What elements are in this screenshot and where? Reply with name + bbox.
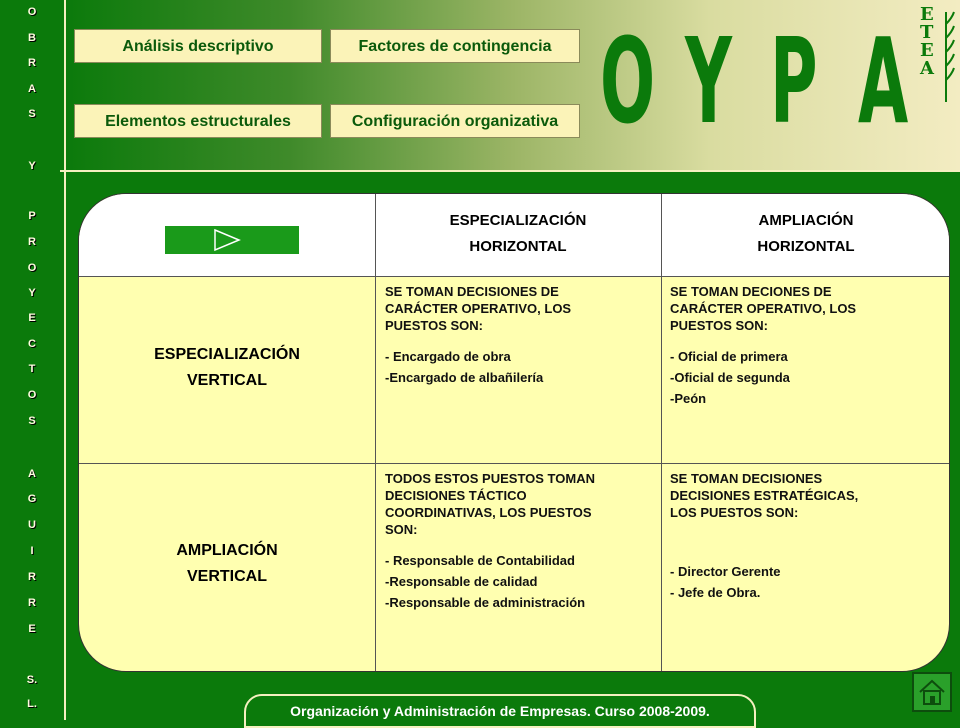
column-header-ampliacion-horizontal [661, 208, 950, 260]
header-banner [66, 0, 960, 170]
vertical-letter: R [28, 236, 36, 248]
position-item: -Peón [670, 391, 707, 406]
cell-text: COORDINATIVAS, LOS PUESTOS [385, 505, 592, 520]
row-header-ampliacion-vertical [79, 538, 375, 590]
row-header-text: VERTICAL [187, 568, 267, 585]
vertical-letter: R [28, 597, 36, 609]
row-divider [79, 276, 950, 277]
logo-letter: A [858, 12, 909, 150]
vertical-letter: G [27, 493, 37, 505]
position-item: - Oficial de primera [670, 349, 788, 364]
nav-analisis-descriptivo[interactable]: Análisis descriptivo [74, 29, 322, 63]
vertical-letter: C [28, 338, 36, 350]
vertical-letter: I [30, 545, 34, 557]
vertical-letter: P [28, 210, 36, 222]
position-item: -Encargado de albañilería [385, 370, 544, 385]
vertical-letter: S. [26, 674, 38, 686]
cell-text: LOS PUESTOS SON: [670, 505, 799, 520]
cell-text: TODOS ESTOS PUESTOS TOMAN [385, 471, 595, 486]
header-text: ESPECIALIZACIÓN [449, 212, 587, 229]
vertical-letter: R [28, 57, 36, 69]
row-header-text: VERTICAL [187, 372, 267, 389]
vertical-letter: E [28, 623, 36, 635]
vertical-letter: U [28, 519, 36, 531]
header-text: AMPLIACIÓN [758, 212, 854, 229]
etea-logo [920, 4, 956, 104]
position-item: -Responsable de calidad [385, 574, 538, 589]
logo-letter: Y [685, 12, 732, 150]
vertical-letter: Y [28, 160, 36, 172]
play-icon [165, 226, 299, 254]
decision-matrix-table [78, 193, 950, 672]
etea-letter: T [920, 22, 934, 43]
row-header-text: ESPECIALIZACIÓN [154, 346, 300, 363]
cell-text: SE TOMAN DECIONES DE [670, 284, 832, 299]
header-text: HORIZONTAL [469, 238, 567, 255]
home-button[interactable] [912, 672, 952, 712]
cell-text: DECISIONES TÁCTICO [385, 488, 527, 503]
position-item: - Responsable de Contabilidad [385, 553, 575, 568]
etea-letter: A [920, 58, 934, 79]
row-header-especializacion-vertical [79, 342, 375, 394]
position-item: - Director Gerente [670, 564, 781, 579]
row-header-text: AMPLIACIÓN [176, 542, 278, 559]
column-divider [661, 194, 662, 672]
vertical-letter: A [28, 83, 36, 95]
company-name-vertical [0, 0, 66, 720]
vertical-letter: Y [28, 287, 36, 299]
cell-text: SON: [385, 522, 418, 537]
vertical-letter: A [28, 468, 36, 480]
logo-letter: P [770, 12, 818, 150]
cell-amp-vertical-amp-horizontal [670, 470, 858, 603]
play-button[interactable] [165, 226, 299, 254]
vertical-letter: S [28, 415, 36, 427]
cell-text: DECISIONES ESTRATÉGICAS, [670, 488, 859, 503]
wheat-icon [936, 4, 956, 104]
vertical-letter: R [28, 571, 36, 583]
cell-text: CARÁCTER OPERATIVO, LOS [385, 301, 572, 316]
column-divider [375, 194, 376, 672]
vertical-letter: S [28, 108, 36, 120]
cell-amp-vertical-esp-horizontal [385, 470, 595, 613]
vertical-letter: L. [27, 698, 37, 710]
cell-text: PUESTOS SON: [385, 318, 484, 333]
footer-course-label: Organización y Administración de Empresas. Curso 2008-2009. [244, 694, 756, 728]
vertical-letter: B [28, 32, 36, 44]
nav-factores-contingencia[interactable]: Factores de contingencia [330, 29, 580, 63]
vertical-letter: O [27, 262, 37, 274]
cell-esp-vertical-esp-horizontal [385, 283, 571, 388]
cell-text: SE TOMAN DECISIONES DE [385, 284, 559, 299]
cell-esp-vertical-amp-horizontal [670, 283, 856, 409]
logo-letter: O [600, 12, 656, 150]
cell-text: CARÁCTER OPERATIVO, LOS [670, 301, 857, 316]
position-item: - Encargado de obra [385, 349, 511, 364]
position-item: -Oficial de segunda [670, 370, 790, 385]
vertical-letter: O [27, 6, 37, 18]
nav-configuracion-organizativa[interactable]: Configuración organizativa [330, 104, 580, 138]
position-item: - Jefe de Obra. [670, 585, 761, 600]
cell-text: PUESTOS SON: [670, 318, 769, 333]
row-divider [79, 463, 950, 464]
cell-text: SE TOMAN DECISIONES [670, 471, 823, 486]
column-header-especializacion-horizontal [375, 208, 661, 260]
etea-letter: E [920, 40, 934, 61]
etea-letter: E [920, 4, 934, 25]
vertical-letter: E [28, 312, 36, 324]
vertical-letter: O [27, 389, 37, 401]
vertical-letter: T [28, 363, 36, 375]
header-text: HORIZONTAL [757, 238, 855, 255]
header-divider [60, 170, 960, 172]
position-item: -Responsable de administración [385, 595, 586, 610]
home-icon [914, 674, 950, 710]
nav-elementos-estructurales[interactable]: Elementos estructurales [74, 104, 322, 138]
